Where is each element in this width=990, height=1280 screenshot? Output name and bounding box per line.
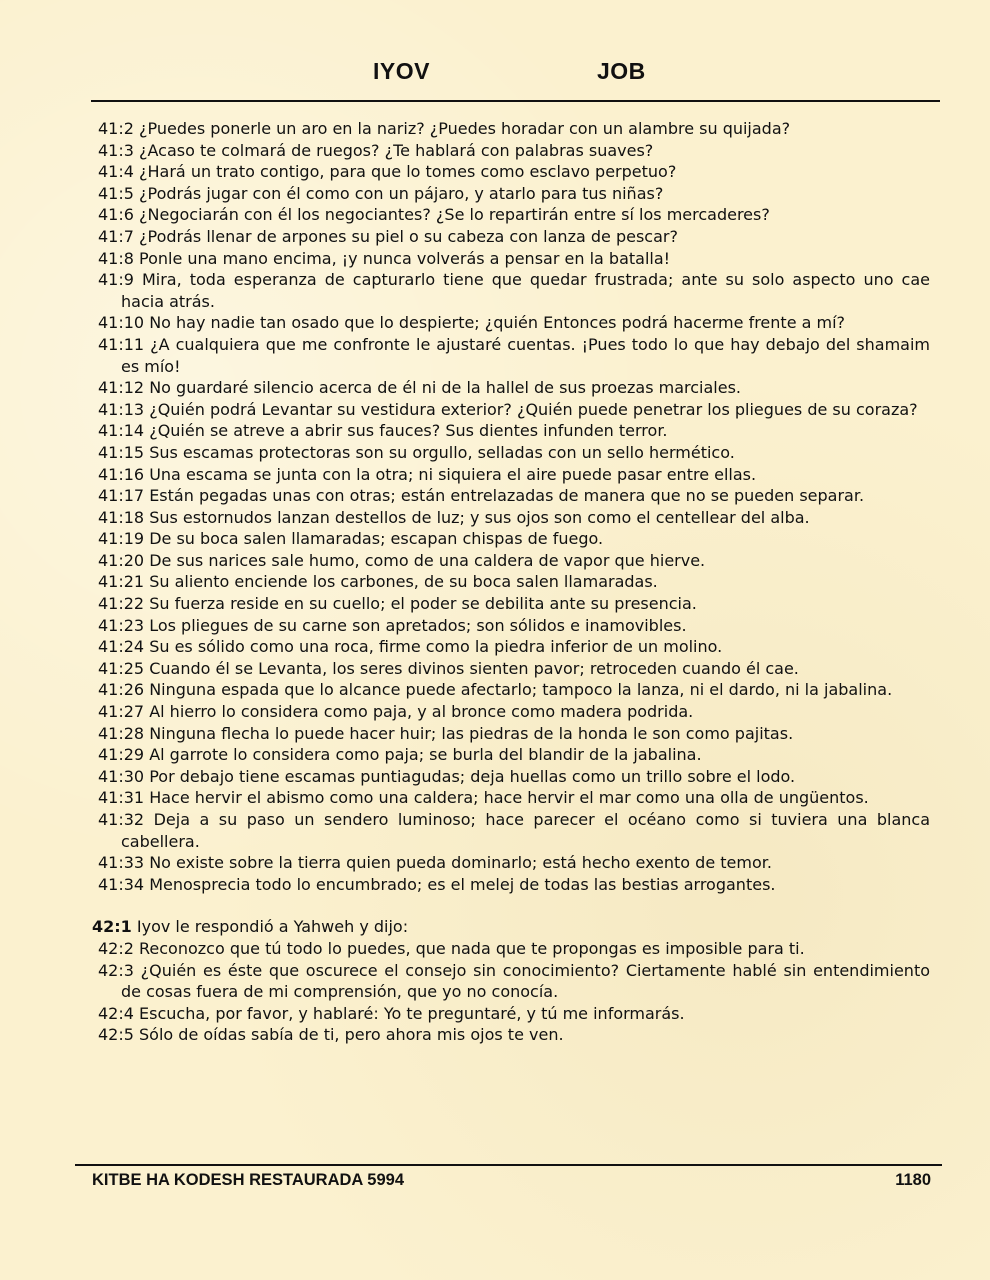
chapter-gap [98,895,930,916]
verse: 41:23 Los pliegues de su carne son apretados; son sólidos e inamovibles. [98,615,687,635]
verse: 41:16 Una escama se junta con la otra; ni siquiera el aire puede pasar entre ellas. [98,464,757,484]
verse: 41:14 ¿Quién se atreve a abrir sus fauces? Sus dientes infunden terror. [98,421,668,441]
verse: 41:33 No existe sobre la tierra quien pueda dominarlo; está hecho exento de temor. [98,853,772,873]
verse: 41:19 De su boca salen llamaradas; escapan chispas de fuego. [98,529,604,549]
verse: 41:31 Hace hervir el abismo como una caldera; hace hervir el mar como una olla de ungüentos. [98,788,869,808]
verse: 41:29 Al garrote lo considera como paja; se burla del blandir de la jabalina. [98,745,702,765]
verse: 41:15 Sus escamas protectoras son su orgullo, selladas con un sello hermético. [98,442,735,462]
footer-rule [75,1164,942,1166]
verse: 41:17 Están pegadas unas con otras; están entrelazadas de manera que no se pueden separar. [98,486,865,506]
verse: 41:2 ¿Puedes ponerle un aro en la nariz? ¿Puedes horadar con un alambre su quijada? [98,119,791,138]
verse: 41:32 Deja a su paso un sendero luminoso; hace parecer el océano como si tuviera una blanca cabellera. [98,810,930,851]
chapter-42-opening [92,916,930,938]
page-body [92,118,930,1046]
chapter-first-verse-text: Iyov le respondió a Yahweh y dijo: [131,917,409,937]
verse: 41:30 Por debajo tiene escamas puntiagudas; deja huellas como un trillo sobre el lodo. [98,766,796,786]
verse: 41:21 Su aliento enciende los carbones, de su boca salen llamaradas. [98,572,658,592]
verse: 42:4 Escucha, por favor, y hablaré: Yo te preguntaré, y tú me informarás. [98,1003,685,1023]
header-book-hebrew: IYOV [373,58,430,84]
header-rule [91,100,940,102]
verse: 41:11 ¿A cualquiera que me confronte le ajustaré cuentas. ¡Pues todo lo que hay debajo del shamaim es mío! [98,334,930,376]
verse: 41:8 Ponle una mano encima, ¡y nunca volverás a pensar en la batalla! [98,248,671,268]
verse: 41:25 Cuando él se Levanta, los seres divinos sienten pavor; retroceden cuando él cae. [98,658,799,678]
verse: 41:28 Ninguna flecha lo puede hacer huir; las piedras de la honda le son como pajitas. [98,723,794,743]
verse: 41:5 ¿Podrás jugar con él como con un pájaro, y atarlo para tus niñas? [98,183,664,203]
verse: 41:4 ¿Hará un trato contigo, para que lo tomes como esclavo perpetuo? [98,162,677,182]
footer-title: KITBE HA KODESH RESTAURADA 5994 [92,1171,405,1189]
header-book-english: JOB [597,58,646,84]
verse: 41:9 Mira, toda esperanza de capturarlo tiene que quedar frustrada; ante su solo aspecto uno cae hacia atrás. [98,270,930,311]
verse: 41:12 No guardaré silencio acerca de él ni de la hallel de sus proezas marciales. [98,378,742,398]
verse: 41:13 ¿Quién podrá Levantar su vestidura exterior? ¿Quién puede penetrar los pliegues de su coraza? [98,399,918,419]
verse: 42:3 ¿Quién es éste que oscurece el consejo sin conocimiento? Ciertamente hablé sin entendimiento de cosas fuera de mi comprensión, que yo no conocía. [98,960,930,1002]
verse: 41:20 De sus narices sale humo, como de una caldera de vapor que hierve. [98,550,706,570]
verse: 41:7 ¿Podrás llenar de arpones su piel o su cabeza con lanza de pescar? [98,226,678,246]
verse: 41:18 Sus estornudos lanzan destellos de luz; y sus ojos son como el centellear del alba. [98,507,810,527]
verse: 41:22 Su fuerza reside en su cuello; el poder se debilita ante su presencia. [98,594,697,614]
page-number: 1180 [895,1171,931,1189]
verse: 41:3 ¿Acaso te colmará de ruegos? ¿Te hablará con palabras suaves? [98,140,654,160]
verse: 41:24 Su es sólido como una roca, firme como la piedra inferior de un molino. [98,637,723,657]
verse: 41:34 Menosprecia todo lo encumbrado; es el melej de todas las bestias arrogantes. [98,874,776,894]
running-header [0,58,990,92]
verse: 41:26 Ninguna espada que lo alcance puede afectarlo; tampoco la lanza, ni el dardo, ni la jabalina. [98,680,893,700]
verse: 42:2 Reconozco que tú todo lo puedes, que nada que te propongas es imposible para ti. [98,938,805,958]
verse: 41:27 Al hierro lo considera como paja, y al bronce como madera podrida. [98,702,694,722]
chapter-number: 42:1 [92,917,132,937]
verse: 42:5 Sólo de oídas sabía de ti, pero ahora mis ojos te ven. [98,1025,564,1045]
verse: 41:10 No hay nadie tan osado que lo despierte; ¿quién Entonces podrá hacerme frente a mí? [98,313,846,333]
verse: 41:6 ¿Negociarán con él los negociantes? ¿Se lo repartirán entre sí los mercaderes? [98,205,770,225]
